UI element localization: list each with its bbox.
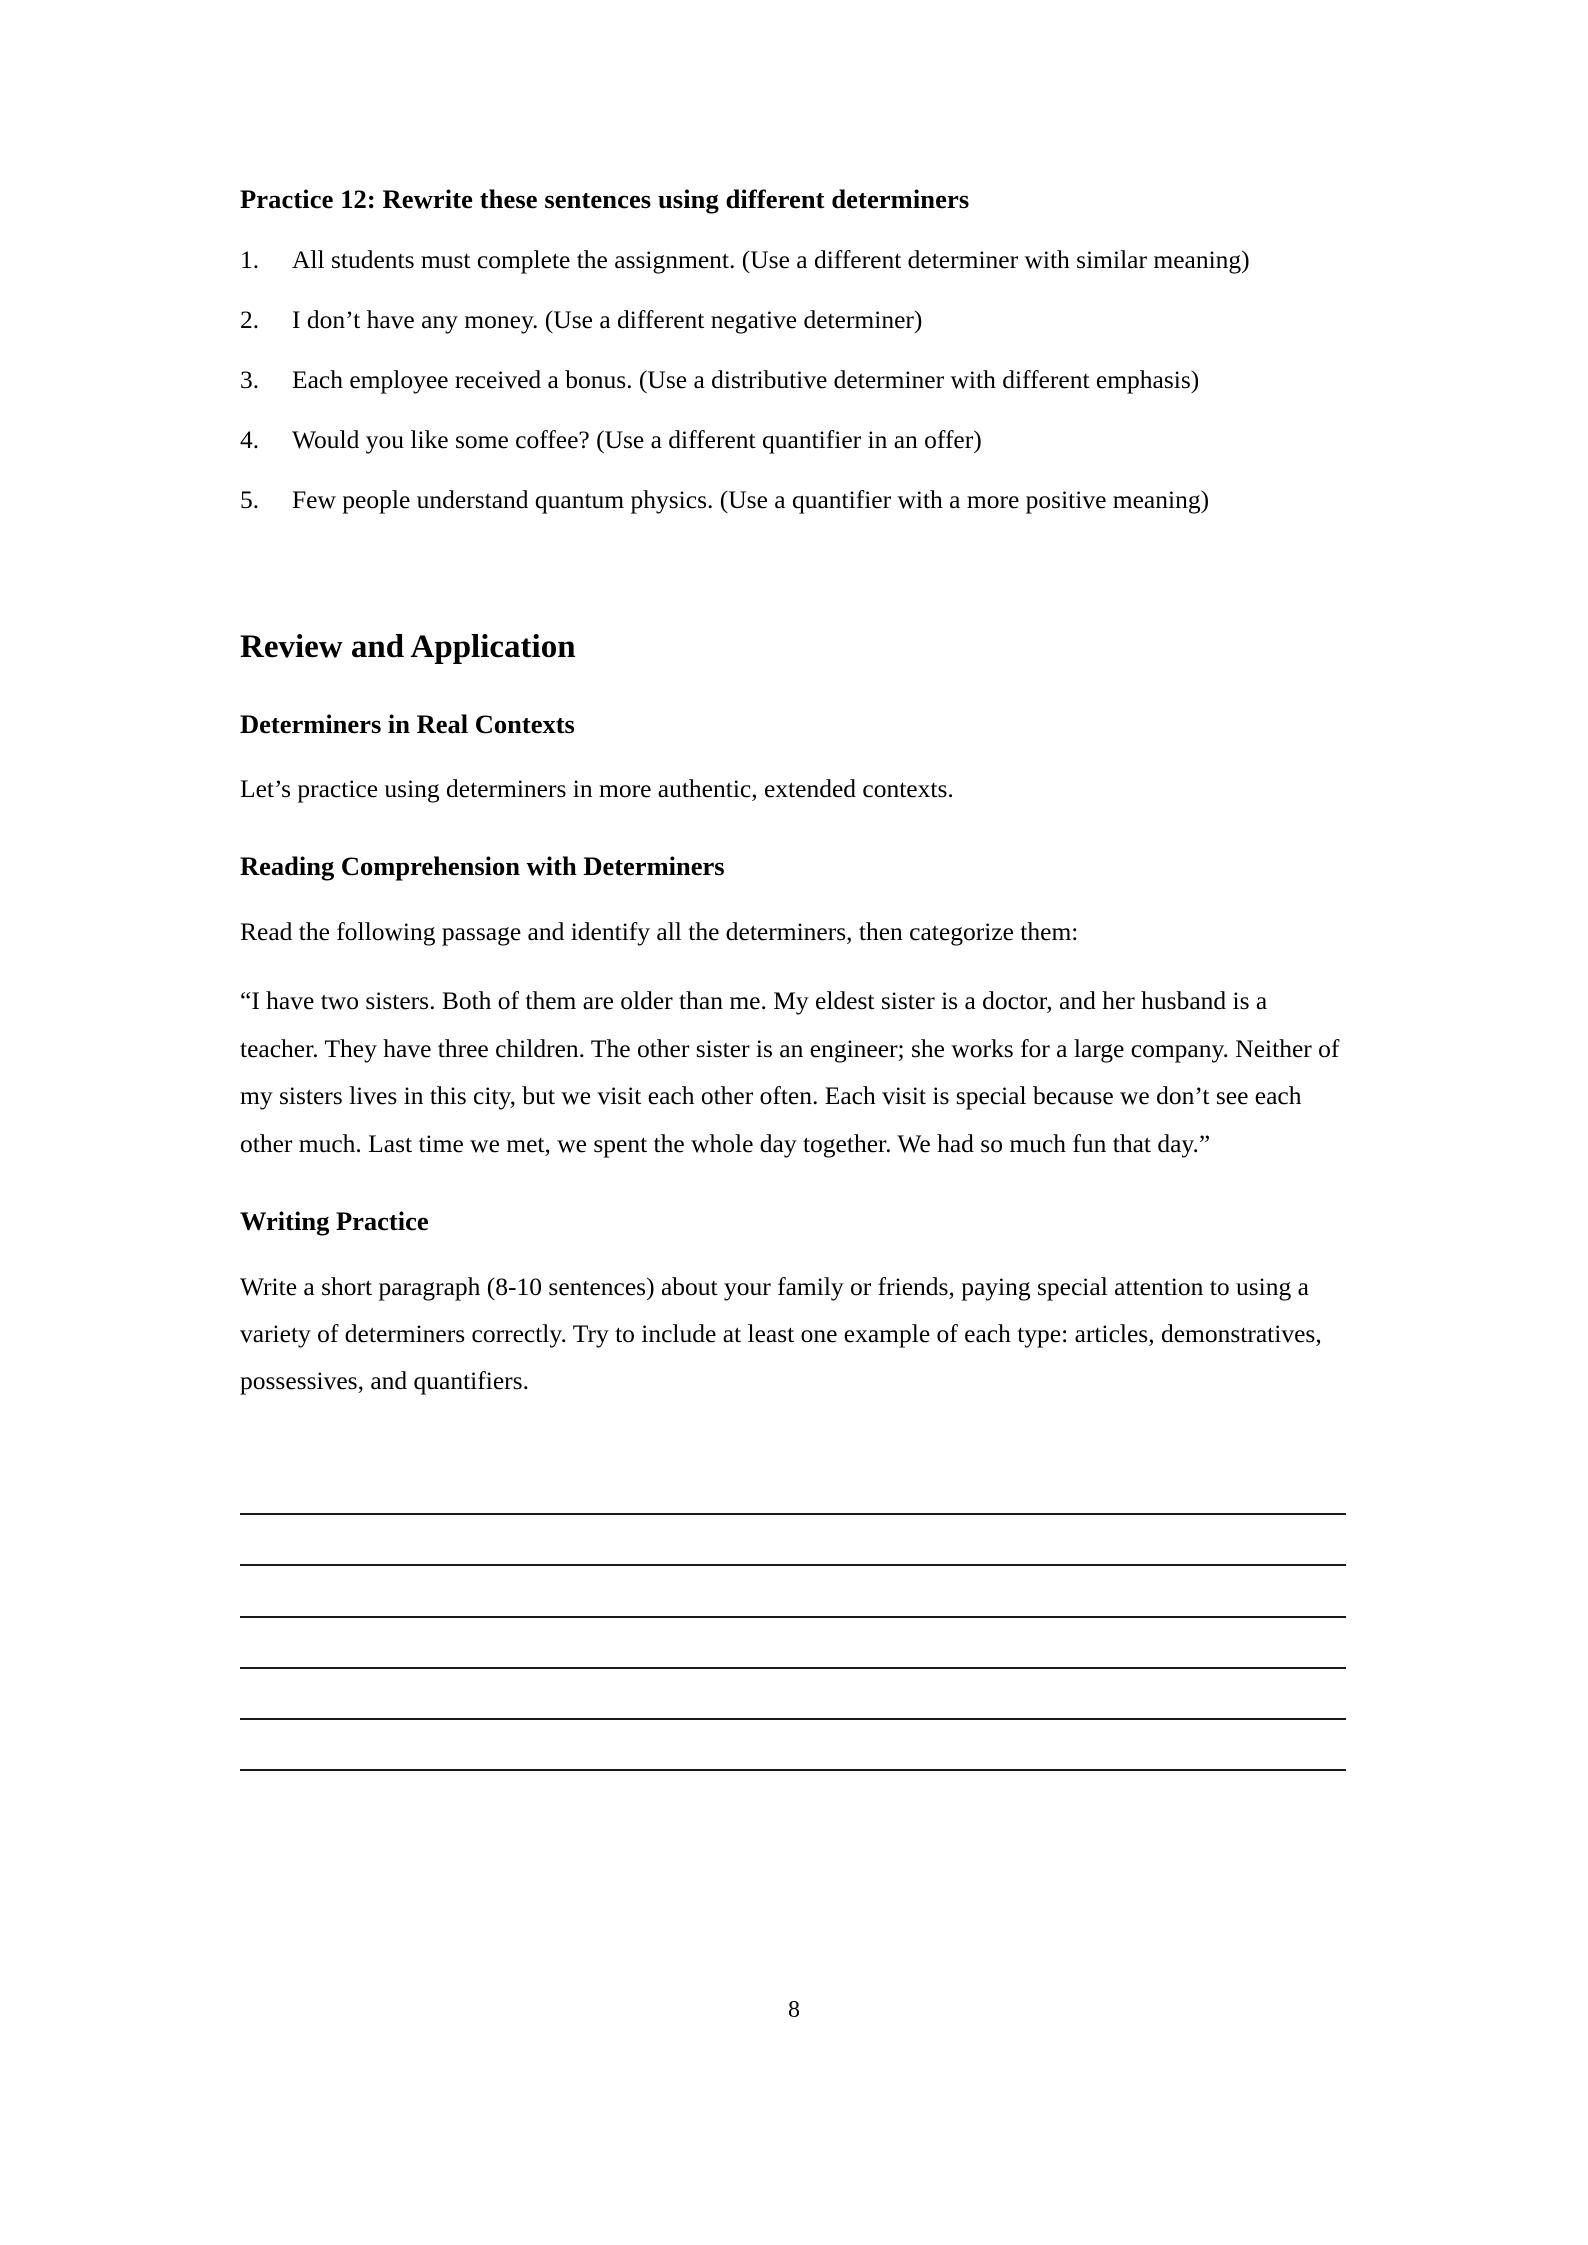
list-item — [240, 356, 1346, 403]
practice-heading: Practice 12: Rewrite these sentences using different determiners — [240, 184, 970, 214]
answer-line[interactable] — [240, 1720, 1346, 1771]
answer-line[interactable] — [240, 1618, 1346, 1669]
writing-practice-instruction: Write a short paragraph (8-10 sentences) about your family or friends, paying special attention to using a variety of determiners correctly. Try to include at least one example of each type: articles, demonstratives, possessives, and quantifiers. — [240, 1271, 1322, 1395]
answer-line[interactable] — [240, 1515, 1346, 1566]
reading-passage: “I have two sisters. Both of them are older than me. My eldest sister is a doctor, and her husband is a teacher. They have three children. The other sister is an engineer; she works for a large company. Neither of my sisters lives in this city, but we visit each other often. Each visit is special because we don’t see each other much. Last time we met, we spent the whole day together. We had so much fun that day.” — [240, 986, 1340, 1158]
real-contexts-intro-paragraph: Let’s practice using determiners in more authentic, extended contexts. — [240, 774, 954, 804]
page-content — [240, 0, 1346, 1771]
subheading-reading-comprehension: Reading Comprehension with Determiners — [240, 851, 725, 882]
reading-instruction-paragraph: Read the following passage and identify all the determiners, then categorize them: — [240, 917, 1079, 947]
list-item — [240, 236, 1346, 283]
practice-question-list — [240, 218, 1346, 523]
section-heading-review-and-application: Review and Application — [240, 628, 576, 665]
answer-lines-area[interactable] — [240, 1404, 1346, 1771]
answer-line[interactable] — [240, 1669, 1346, 1720]
list-item — [240, 296, 1346, 343]
list-item-text: Each employee received a bonus. (Use a distributive determiner with different emphasis) — [292, 364, 1200, 394]
list-item-marker: 2. — [240, 304, 260, 334]
list-item-marker: 4. — [240, 424, 260, 454]
list-item-text: I don’t have any money. (Use a different negative determiner) — [292, 304, 923, 334]
list-item-marker: 3. — [240, 364, 260, 394]
list-item-marker: 1. — [240, 244, 260, 274]
answer-line[interactable] — [240, 1566, 1346, 1617]
list-item-text: All students must complete the assignment. (Use a different determiner with similar meaning) — [292, 244, 1250, 274]
subheading-determiners-in-real-contexts: Determiners in Real Contexts — [240, 708, 575, 739]
list-item-text: Would you like some coffee? (Use a different quantifier in an offer) — [292, 424, 982, 454]
list-item — [240, 416, 1346, 463]
list-item-text: Few people understand quantum physics. (Use a quantifier with a more positive meaning) — [292, 484, 1210, 514]
answer-line[interactable] — [240, 1464, 1346, 1515]
list-item-marker: 5. — [240, 484, 260, 514]
subheading-writing-practice: Writing Practice — [240, 1206, 429, 1237]
list-item — [240, 476, 1346, 523]
page-number: 8 — [788, 1997, 800, 2023]
